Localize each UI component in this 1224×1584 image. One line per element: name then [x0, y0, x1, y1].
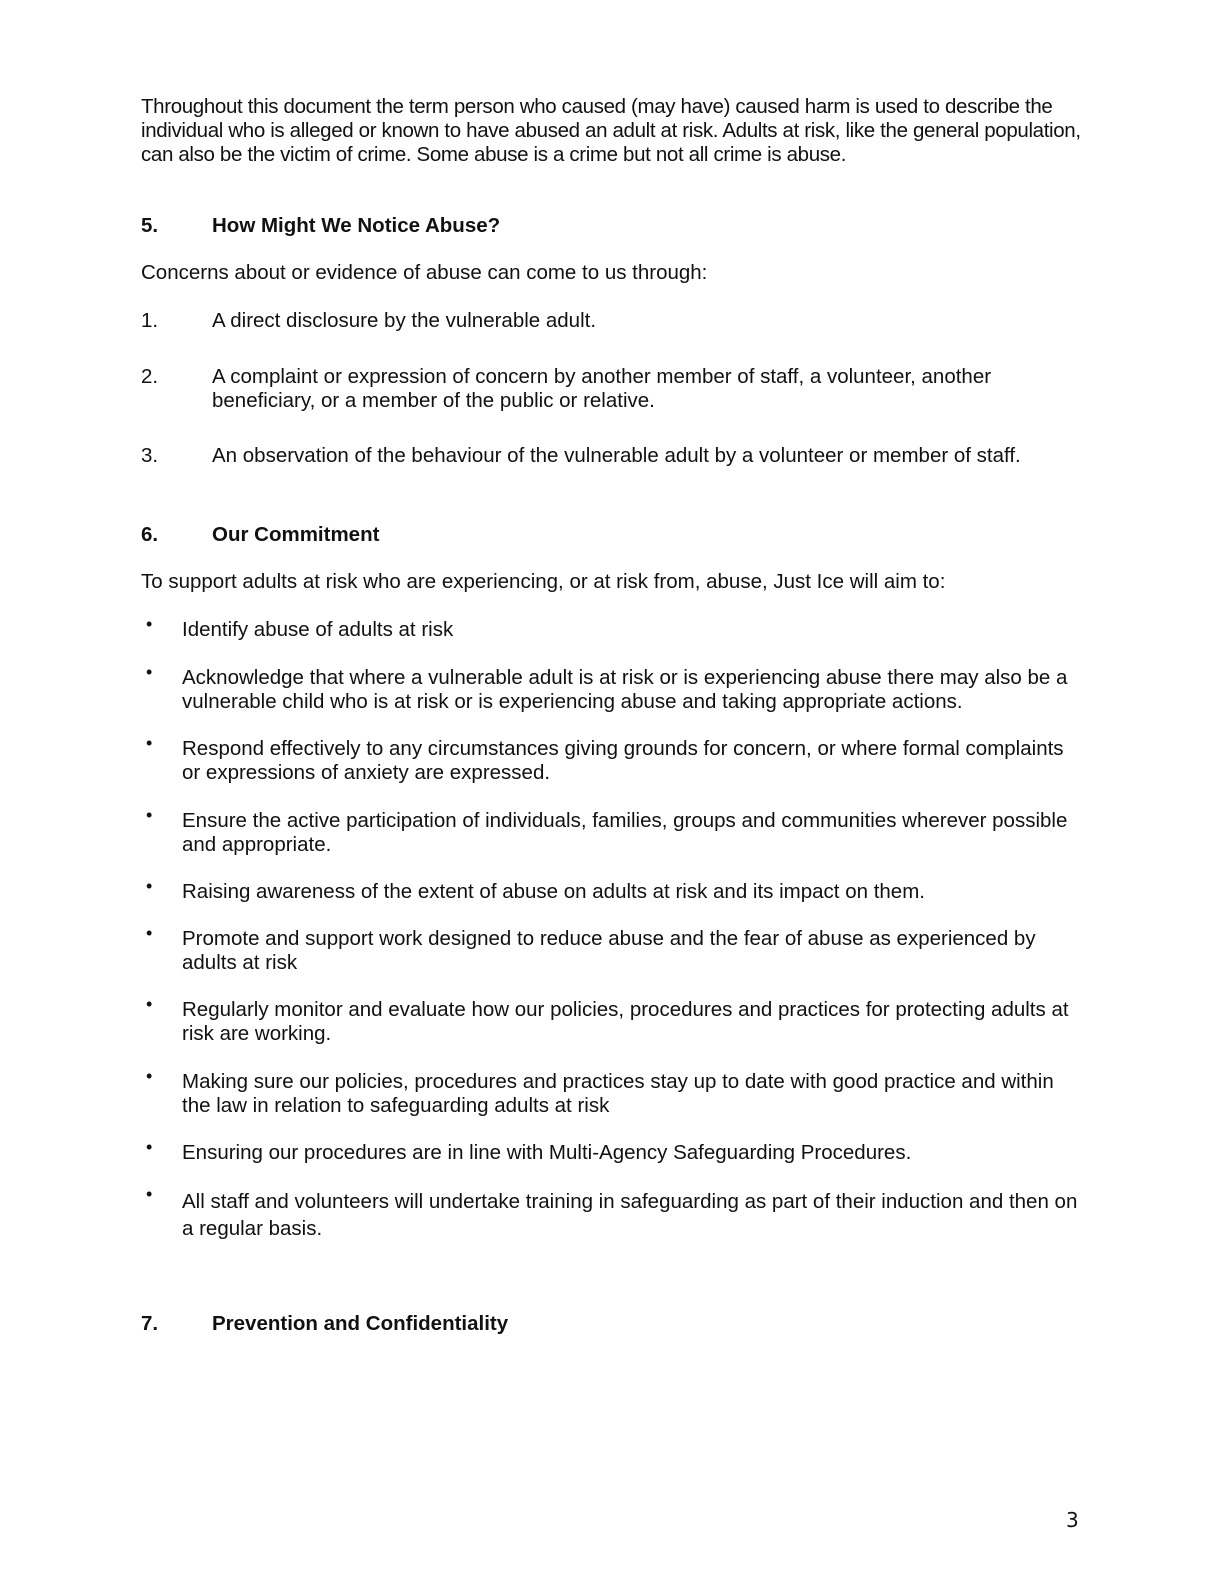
section-7-number: 7. — [141, 1312, 159, 1335]
section-5-lead: Concerns about or evidence of abuse can come to us through: — [141, 261, 708, 284]
bullet-icon: • — [146, 923, 153, 943]
bullet-icon: • — [146, 614, 153, 634]
bullet-text: Acknowledge that where a vulnerable adult is at risk or is experiencing abuse there may also be a vulnerable child who is at risk or is experiencing abuse and taking appropriate actions. — [182, 666, 1068, 713]
bullet-text: Ensuring our procedures are in line with Multi-Agency Safeguarding Procedures. — [182, 1141, 912, 1164]
section-5-number: 5. — [141, 214, 159, 237]
bullet-text: Regularly monitor and evaluate how our policies, procedures and practices for protecting adults at risk are working. — [182, 998, 1069, 1045]
bullet-text: Raising awareness of the extent of abuse on adults at risk and its impact on them. — [182, 880, 925, 903]
intro-paragraph: Throughout this document the term person who caused (may have) caused harm is used to describe the individual who is alleged or known to have abused an adult at risk. Adults at risk, like the general population, can also be the victim of crime. Some abuse is a crime but not all crime is abuse. — [141, 95, 1081, 166]
bullet-icon: • — [146, 876, 153, 896]
bullet-icon: • — [146, 994, 153, 1014]
numbered-item-number: 2. — [141, 365, 159, 388]
bullet-text: Respond effectively to any circumstances giving grounds for concern, or where formal complaints or expressions of anxiety are expressed. — [182, 737, 1064, 784]
section-6-title: Our Commitment — [212, 523, 380, 546]
bullet-icon: • — [146, 1137, 153, 1157]
numbered-item-text: A complaint or expression of concern by another member of staff, a volunteer, another beneficiary, or a member of the public or relative. — [212, 365, 992, 412]
bullet-text: Making sure our policies, procedures and practices stay up to date with good practice and within the law in relation to safeguarding adults at risk — [182, 1070, 1054, 1117]
numbered-item-number: 3. — [141, 444, 159, 467]
bullet-text: Promote and support work designed to reduce abuse and the fear of abuse as experienced by adults at risk — [182, 927, 1036, 974]
section-5-title: How Might We Notice Abuse? — [212, 214, 501, 237]
section-6-number: 6. — [141, 523, 159, 546]
numbered-item-text: A direct disclosure by the vulnerable adult. — [212, 309, 597, 332]
bullet-text: Ensure the active participation of individuals, families, groups and communities wherever possible and appropriate. — [182, 809, 1068, 856]
bullet-icon: • — [146, 1184, 153, 1204]
bullet-icon: • — [146, 733, 153, 753]
numbered-item-number: 1. — [141, 309, 159, 332]
bullet-text: All staff and volunteers will undertake training in safeguarding as part of their induction and then on a regular basis. — [182, 1190, 1078, 1240]
section-7-title: Prevention and Confidentiality — [212, 1312, 509, 1335]
bullet-icon: • — [146, 1066, 153, 1086]
bullet-icon: • — [146, 662, 153, 682]
numbered-item-text: An observation of the behaviour of the vulnerable adult by a volunteer or member of staff. — [212, 444, 1021, 467]
bullet-text: Identify abuse of adults at risk — [182, 618, 454, 641]
section-6-lead: To support adults at risk who are experiencing, or at risk from, abuse, Just Ice will aim to: — [141, 570, 946, 593]
bullet-icon: • — [146, 805, 153, 825]
page-number: 3 — [1066, 1508, 1079, 1532]
